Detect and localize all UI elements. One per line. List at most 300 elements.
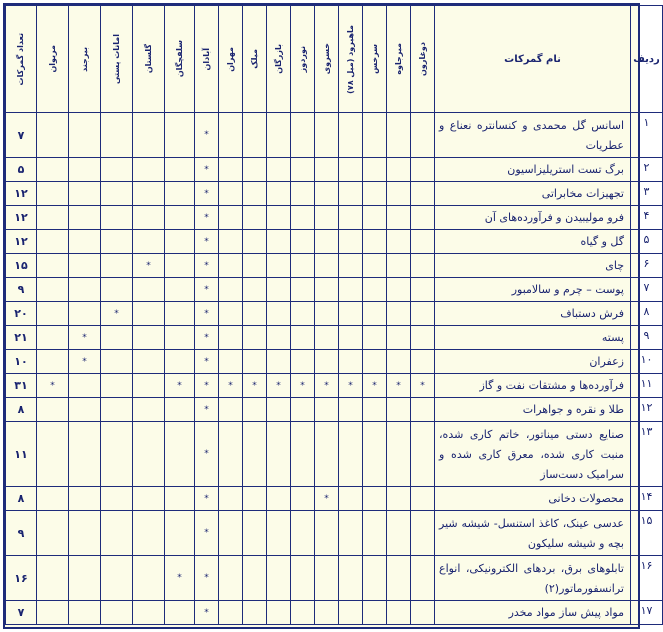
mark-cell bbox=[195, 278, 219, 302]
mark-cell bbox=[101, 374, 133, 398]
mark-cell bbox=[69, 113, 101, 158]
goods-name: محصولات دخانی bbox=[435, 487, 631, 511]
header-customs-8 bbox=[219, 6, 243, 113]
mark-cell bbox=[219, 398, 243, 422]
mark-cell bbox=[69, 326, 101, 350]
mark-cell bbox=[37, 182, 69, 206]
table-row bbox=[6, 511, 663, 556]
mark-cell bbox=[411, 158, 435, 182]
mark-cell bbox=[315, 206, 339, 230]
header-customs-label: بازرگان bbox=[273, 44, 283, 74]
goods-name: زعفران bbox=[435, 350, 631, 374]
mark-cell bbox=[387, 230, 411, 254]
mark-cell bbox=[339, 398, 363, 422]
mark-cell bbox=[165, 158, 195, 182]
customs-count: ۸ bbox=[6, 487, 37, 511]
header-customs-label: آبادان bbox=[201, 47, 211, 71]
mark-asterisk: * bbox=[396, 380, 401, 391]
mark-cell bbox=[101, 113, 133, 158]
row-number: ۲ bbox=[631, 158, 663, 182]
table-row bbox=[6, 254, 663, 278]
mark-asterisk: * bbox=[204, 607, 209, 618]
mark-cell bbox=[267, 230, 291, 254]
customs-count: ۱۵ bbox=[6, 254, 37, 278]
mark-cell bbox=[267, 422, 291, 487]
mark-cell bbox=[339, 556, 363, 601]
mark-cell bbox=[267, 158, 291, 182]
mark-cell bbox=[101, 487, 133, 511]
header-customs-3 bbox=[339, 6, 363, 113]
mark-cell bbox=[363, 556, 387, 601]
mark-cell bbox=[219, 254, 243, 278]
mark-cell bbox=[387, 487, 411, 511]
mark-asterisk: * bbox=[300, 380, 305, 391]
customs-count: ۹ bbox=[6, 278, 37, 302]
mark-cell bbox=[363, 398, 387, 422]
mark-cell bbox=[195, 158, 219, 182]
mark-cell bbox=[165, 182, 195, 206]
mark-cell bbox=[339, 422, 363, 487]
customs-count: ۱۱ bbox=[6, 422, 37, 487]
mark-cell bbox=[69, 398, 101, 422]
mark-cell bbox=[69, 206, 101, 230]
mark-cell bbox=[387, 113, 411, 158]
mark-cell bbox=[101, 278, 133, 302]
mark-cell bbox=[37, 374, 69, 398]
mark-asterisk: * bbox=[204, 493, 209, 504]
mark-cell bbox=[363, 230, 387, 254]
mark-cell bbox=[315, 556, 339, 601]
mark-cell bbox=[267, 350, 291, 374]
mark-cell bbox=[315, 398, 339, 422]
mark-cell bbox=[165, 302, 195, 326]
table-row bbox=[6, 556, 663, 601]
row-number: ۷ bbox=[631, 278, 663, 302]
mark-cell bbox=[267, 374, 291, 398]
mark-asterisk: * bbox=[324, 493, 329, 504]
mark-cell bbox=[411, 278, 435, 302]
mark-cell bbox=[291, 230, 315, 254]
mark-asterisk: * bbox=[204, 188, 209, 199]
mark-cell bbox=[101, 230, 133, 254]
mark-asterisk: * bbox=[204, 380, 209, 391]
mark-asterisk: * bbox=[177, 380, 182, 391]
mark-cell bbox=[267, 556, 291, 601]
mark-cell bbox=[387, 398, 411, 422]
row-number: ۵ bbox=[631, 230, 663, 254]
header-customs-label: مریوان bbox=[47, 45, 57, 73]
mark-cell bbox=[195, 601, 219, 625]
mark-cell bbox=[195, 113, 219, 158]
mark-cell bbox=[411, 230, 435, 254]
row-number: ۴ bbox=[631, 206, 663, 230]
mark-cell bbox=[243, 206, 267, 230]
row-number: ۱۵ bbox=[631, 511, 663, 556]
mark-cell bbox=[243, 326, 267, 350]
mark-cell bbox=[315, 374, 339, 398]
mark-cell bbox=[69, 374, 101, 398]
mark-cell bbox=[363, 254, 387, 278]
mark-cell bbox=[315, 113, 339, 158]
mark-cell bbox=[363, 487, 387, 511]
mark-cell bbox=[339, 254, 363, 278]
mark-cell bbox=[291, 601, 315, 625]
table-row bbox=[6, 158, 663, 182]
row-number: ۸ bbox=[631, 302, 663, 326]
mark-cell bbox=[387, 254, 411, 278]
mark-cell bbox=[291, 487, 315, 511]
customs-count: ۱۰ bbox=[6, 350, 37, 374]
mark-asterisk: * bbox=[204, 449, 209, 459]
mark-cell bbox=[133, 398, 165, 422]
mark-asterisk: * bbox=[114, 308, 119, 319]
mark-asterisk: * bbox=[50, 380, 55, 391]
mark-cell bbox=[243, 511, 267, 556]
mark-cell bbox=[243, 158, 267, 182]
mark-cell bbox=[291, 374, 315, 398]
mark-cell bbox=[339, 302, 363, 326]
mark-cell bbox=[69, 556, 101, 601]
mark-cell bbox=[267, 182, 291, 206]
header-customs-label: مهران bbox=[225, 46, 235, 72]
mark-cell bbox=[339, 206, 363, 230]
customs-count: ۲۰ bbox=[6, 302, 37, 326]
mark-cell bbox=[339, 278, 363, 302]
mark-cell bbox=[291, 254, 315, 278]
mark-cell bbox=[37, 158, 69, 182]
mark-cell bbox=[315, 511, 339, 556]
mark-cell bbox=[101, 601, 133, 625]
mark-cell bbox=[243, 278, 267, 302]
goods-name: عدسی عینک، کاغذ استنسل- شیشه شیر بچه و شیشه سلیکون bbox=[435, 511, 631, 556]
mark-cell bbox=[411, 422, 435, 487]
mark-cell bbox=[267, 113, 291, 158]
mark-cell bbox=[219, 601, 243, 625]
mark-cell bbox=[339, 158, 363, 182]
mark-cell bbox=[387, 601, 411, 625]
mark-cell bbox=[291, 398, 315, 422]
mark-asterisk: * bbox=[82, 356, 87, 367]
mark-cell bbox=[291, 182, 315, 206]
mark-cell bbox=[219, 374, 243, 398]
goods-name: پسته bbox=[435, 326, 631, 350]
mark-cell bbox=[37, 254, 69, 278]
mark-cell bbox=[195, 374, 219, 398]
customs-count: ۱۲ bbox=[6, 182, 37, 206]
mark-asterisk: * bbox=[348, 380, 353, 391]
row-number: ۱۶ bbox=[631, 556, 663, 601]
mark-cell bbox=[411, 556, 435, 601]
mark-cell bbox=[37, 206, 69, 230]
mark-cell bbox=[243, 230, 267, 254]
header-customs-6 bbox=[267, 6, 291, 113]
mark-cell bbox=[101, 556, 133, 601]
mark-cell bbox=[69, 350, 101, 374]
header-row-number: ردیف bbox=[631, 6, 663, 113]
mark-cell bbox=[219, 230, 243, 254]
header-customs-9 bbox=[195, 6, 219, 113]
table-row bbox=[6, 302, 663, 326]
mark-cell bbox=[387, 278, 411, 302]
mark-cell bbox=[363, 511, 387, 556]
customs-count: ۷ bbox=[6, 113, 37, 158]
header-customs-2 bbox=[363, 6, 387, 113]
customs-count: ۱۲ bbox=[6, 206, 37, 230]
mark-cell bbox=[37, 487, 69, 511]
mark-cell bbox=[315, 326, 339, 350]
mark-cell bbox=[133, 302, 165, 326]
mark-cell bbox=[363, 422, 387, 487]
header-customs-label: گلستان bbox=[143, 44, 153, 74]
header-customs-5 bbox=[291, 6, 315, 113]
mark-asterisk: * bbox=[204, 404, 209, 415]
mark-cell bbox=[339, 230, 363, 254]
table-row bbox=[6, 278, 663, 302]
mark-cell bbox=[387, 422, 411, 487]
mark-cell bbox=[291, 113, 315, 158]
mark-asterisk: * bbox=[204, 573, 209, 583]
mark-cell bbox=[133, 556, 165, 601]
mark-cell bbox=[37, 302, 69, 326]
mark-cell bbox=[165, 206, 195, 230]
header-customs-label: ماهیرود (میل ۷۸) bbox=[345, 24, 355, 94]
mark-cell bbox=[339, 350, 363, 374]
mark-cell bbox=[243, 398, 267, 422]
table-body bbox=[6, 113, 663, 625]
mark-cell bbox=[315, 182, 339, 206]
mark-cell bbox=[411, 113, 435, 158]
mark-cell bbox=[69, 158, 101, 182]
mark-cell bbox=[101, 350, 133, 374]
mark-cell bbox=[165, 556, 195, 601]
mark-cell bbox=[363, 182, 387, 206]
mark-cell bbox=[315, 422, 339, 487]
header-customs-label: خسروی bbox=[321, 43, 331, 75]
mark-cell bbox=[363, 350, 387, 374]
mark-cell bbox=[133, 113, 165, 158]
table-row bbox=[6, 487, 663, 511]
mark-cell bbox=[133, 487, 165, 511]
mark-cell bbox=[267, 398, 291, 422]
header-count-label: تعداد گمرکات bbox=[16, 32, 25, 86]
header-count bbox=[6, 6, 37, 113]
header-customs-label: نوردوز bbox=[297, 45, 307, 73]
mark-cell bbox=[37, 230, 69, 254]
mark-cell bbox=[219, 182, 243, 206]
mark-cell bbox=[195, 487, 219, 511]
mark-cell bbox=[411, 302, 435, 326]
mark-cell bbox=[339, 601, 363, 625]
mark-cell bbox=[315, 601, 339, 625]
goods-name: طلا و نقره و جواهرات bbox=[435, 398, 631, 422]
customs-count: ۵ bbox=[6, 158, 37, 182]
mark-cell bbox=[101, 182, 133, 206]
mark-cell bbox=[411, 511, 435, 556]
mark-cell bbox=[387, 182, 411, 206]
mark-cell bbox=[339, 326, 363, 350]
mark-cell bbox=[37, 278, 69, 302]
mark-cell bbox=[165, 350, 195, 374]
mark-cell bbox=[101, 398, 133, 422]
mark-cell bbox=[69, 302, 101, 326]
mark-cell bbox=[291, 326, 315, 350]
mark-cell bbox=[37, 556, 69, 601]
mark-cell bbox=[165, 230, 195, 254]
table-row bbox=[6, 206, 663, 230]
mark-cell bbox=[69, 254, 101, 278]
customs-table bbox=[5, 5, 663, 625]
mark-asterisk: * bbox=[252, 380, 257, 391]
header-customs-label: سلفچگان bbox=[174, 40, 184, 78]
mark-cell bbox=[195, 398, 219, 422]
mark-cell bbox=[291, 422, 315, 487]
mark-asterisk: * bbox=[204, 356, 209, 367]
goods-name: فرش دستباف bbox=[435, 302, 631, 326]
goods-name: گل و گیاه bbox=[435, 230, 631, 254]
mark-cell bbox=[101, 422, 133, 487]
table-row bbox=[6, 601, 663, 625]
mark-cell bbox=[219, 113, 243, 158]
mark-cell bbox=[37, 113, 69, 158]
mark-cell bbox=[387, 302, 411, 326]
mark-cell bbox=[219, 487, 243, 511]
mark-cell bbox=[411, 254, 435, 278]
mark-asterisk: * bbox=[228, 380, 233, 391]
mark-cell bbox=[363, 326, 387, 350]
mark-cell bbox=[69, 230, 101, 254]
mark-cell bbox=[219, 350, 243, 374]
header-customs-label: امانات پستی bbox=[111, 33, 121, 85]
mark-asterisk: * bbox=[324, 380, 329, 391]
mark-cell bbox=[243, 422, 267, 487]
mark-cell bbox=[37, 422, 69, 487]
mark-cell bbox=[387, 556, 411, 601]
mark-cell bbox=[411, 182, 435, 206]
table-row bbox=[6, 230, 663, 254]
mark-cell bbox=[291, 511, 315, 556]
mark-cell bbox=[133, 182, 165, 206]
mark-cell bbox=[363, 302, 387, 326]
mark-cell bbox=[195, 302, 219, 326]
mark-cell bbox=[37, 511, 69, 556]
header-customs-12 bbox=[101, 6, 133, 113]
header-customs-10 bbox=[165, 6, 195, 113]
row-number: ۶ bbox=[631, 254, 663, 278]
mark-cell bbox=[267, 326, 291, 350]
mark-asterisk: * bbox=[146, 260, 151, 271]
customs-count: ۲۱ bbox=[6, 326, 37, 350]
mark-cell bbox=[411, 487, 435, 511]
mark-cell bbox=[243, 350, 267, 374]
mark-asterisk: * bbox=[204, 308, 209, 319]
mark-cell bbox=[219, 422, 243, 487]
mark-cell bbox=[363, 374, 387, 398]
mark-cell bbox=[243, 182, 267, 206]
mark-cell bbox=[339, 182, 363, 206]
mark-cell bbox=[291, 206, 315, 230]
table-row bbox=[6, 182, 663, 206]
mark-cell bbox=[165, 326, 195, 350]
mark-cell bbox=[363, 278, 387, 302]
mark-cell bbox=[69, 278, 101, 302]
goods-name: فرو مولیبیدن و فرآورده‌های آن bbox=[435, 206, 631, 230]
mark-cell bbox=[37, 350, 69, 374]
mark-cell bbox=[219, 556, 243, 601]
header-customs-1 bbox=[387, 6, 411, 113]
mark-cell bbox=[133, 206, 165, 230]
mark-cell bbox=[387, 511, 411, 556]
mark-asterisk: * bbox=[372, 380, 377, 391]
mark-cell bbox=[411, 374, 435, 398]
header-customs-label: دوغارون bbox=[417, 42, 427, 76]
mark-cell bbox=[165, 601, 195, 625]
mark-cell bbox=[363, 158, 387, 182]
mark-cell bbox=[387, 158, 411, 182]
table-row bbox=[6, 374, 663, 398]
customs-count: ۱۲ bbox=[6, 230, 37, 254]
mark-asterisk: * bbox=[177, 573, 182, 583]
mark-cell bbox=[411, 206, 435, 230]
mark-cell bbox=[101, 158, 133, 182]
mark-cell bbox=[267, 511, 291, 556]
goods-name: مواد پیش ساز مواد مخدر bbox=[435, 601, 631, 625]
row-number: ۱۰ bbox=[631, 350, 663, 374]
mark-cell bbox=[243, 556, 267, 601]
mark-cell bbox=[411, 601, 435, 625]
table-row bbox=[6, 113, 663, 158]
mark-cell bbox=[387, 326, 411, 350]
header-customs-label: بیرجند bbox=[79, 46, 89, 72]
row-number: ۱۳ bbox=[631, 422, 663, 487]
mark-asterisk: * bbox=[204, 332, 209, 343]
mark-cell bbox=[267, 601, 291, 625]
mark-cell bbox=[101, 326, 133, 350]
mark-cell bbox=[363, 601, 387, 625]
mark-cell bbox=[69, 601, 101, 625]
mark-cell bbox=[165, 113, 195, 158]
mark-cell bbox=[195, 230, 219, 254]
mark-asterisk: * bbox=[204, 284, 209, 295]
header-customs-11 bbox=[133, 6, 165, 113]
mark-cell bbox=[165, 511, 195, 556]
header-customs-14 bbox=[37, 6, 69, 113]
mark-cell bbox=[133, 601, 165, 625]
mark-asterisk: * bbox=[204, 260, 209, 271]
mark-cell bbox=[165, 254, 195, 278]
mark-cell bbox=[165, 398, 195, 422]
mark-cell bbox=[37, 326, 69, 350]
mark-asterisk: * bbox=[204, 236, 209, 247]
mark-cell bbox=[243, 254, 267, 278]
goods-name: چای bbox=[435, 254, 631, 278]
header-customs-13 bbox=[69, 6, 101, 113]
mark-cell bbox=[243, 113, 267, 158]
header-customs-label: میرجاوه bbox=[393, 43, 403, 75]
mark-cell bbox=[133, 254, 165, 278]
mark-cell bbox=[69, 422, 101, 487]
mark-cell bbox=[133, 511, 165, 556]
mark-asterisk: * bbox=[420, 380, 425, 391]
mark-cell bbox=[195, 556, 219, 601]
mark-cell bbox=[133, 326, 165, 350]
header-customs-7 bbox=[243, 6, 267, 113]
mark-cell bbox=[37, 601, 69, 625]
mark-cell bbox=[315, 158, 339, 182]
customs-count: ۹ bbox=[6, 511, 37, 556]
row-number: ۹ bbox=[631, 326, 663, 350]
header-customs-label: میلک bbox=[249, 49, 259, 69]
row-number: ۳ bbox=[631, 182, 663, 206]
